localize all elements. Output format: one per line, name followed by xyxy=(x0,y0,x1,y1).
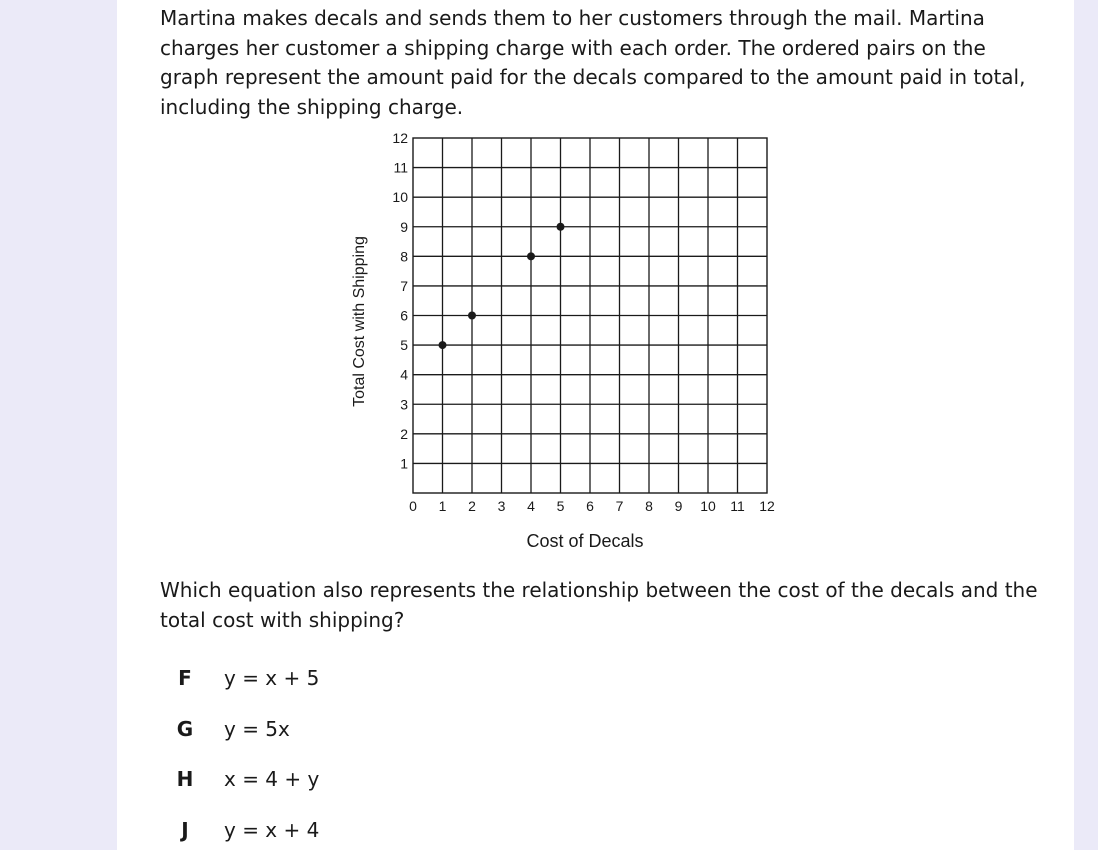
x-tick-label: 12 xyxy=(759,498,775,514)
y-tick-label: 6 xyxy=(400,307,408,324)
x-tick-label: 8 xyxy=(645,498,653,514)
question-intro: Martina makes decals and sends them to her customers through the mail. Martina charges her customer a shipping charge with each order. The ordered pairs on the graph represent the amount paid for the decals compared to the amount paid in total, including the shipping charge. xyxy=(160,6,1026,119)
x-tick-label: 11 xyxy=(730,498,745,514)
choice-g[interactable] xyxy=(170,714,470,744)
x-tick-label: 1 xyxy=(438,498,447,514)
choice-j[interactable] xyxy=(170,815,470,845)
x-tick-label: 7 xyxy=(615,498,624,514)
y-tick-label: 1 xyxy=(400,455,408,472)
choice-h[interactable] xyxy=(170,764,470,794)
y-tick-label: 5 xyxy=(400,337,408,354)
question-prompt: Which equation also represents the relationship between the cost of the decals and the total cost with shipping? xyxy=(160,578,1038,632)
choice-f[interactable] xyxy=(170,663,470,693)
x-tick-label: 2 xyxy=(468,498,476,514)
y-tick-label: 7 xyxy=(400,277,408,294)
y-axis-label: Total Cost with Shipping xyxy=(351,236,368,407)
x-axis-label: Cost of Decals xyxy=(526,531,644,551)
y-tick-label: 12 xyxy=(392,130,408,146)
y-tick-label: 10 xyxy=(392,189,408,206)
x-tick-label: 9 xyxy=(674,498,683,514)
choice-equation: y = x + 5 xyxy=(224,666,320,690)
y-tick-label: 2 xyxy=(400,425,408,442)
y-tick-label: 3 xyxy=(400,396,408,413)
x-tick-label: 10 xyxy=(700,498,716,514)
choice-equation: x = 4 + y xyxy=(224,767,320,791)
choice-letter: G xyxy=(176,717,194,741)
choice-letter: H xyxy=(176,767,194,791)
y-tick-label: 8 xyxy=(400,248,408,265)
x-tick-label: 6 xyxy=(586,498,594,514)
x-tick-label: 4 xyxy=(527,498,535,514)
choice-equation: y = 5x xyxy=(224,717,290,741)
x-tick-label: 0 xyxy=(409,498,417,514)
choice-letter: J xyxy=(181,818,189,842)
x-tick-label: 5 xyxy=(556,498,565,514)
y-tick-label: 4 xyxy=(400,366,408,383)
x-tick-label: 3 xyxy=(497,498,506,514)
choice-equation: y = x + 4 xyxy=(224,818,320,842)
choice-letter: F xyxy=(178,666,192,690)
y-tick-label: 9 xyxy=(400,218,408,235)
y-tick-label: 11 xyxy=(393,159,408,176)
